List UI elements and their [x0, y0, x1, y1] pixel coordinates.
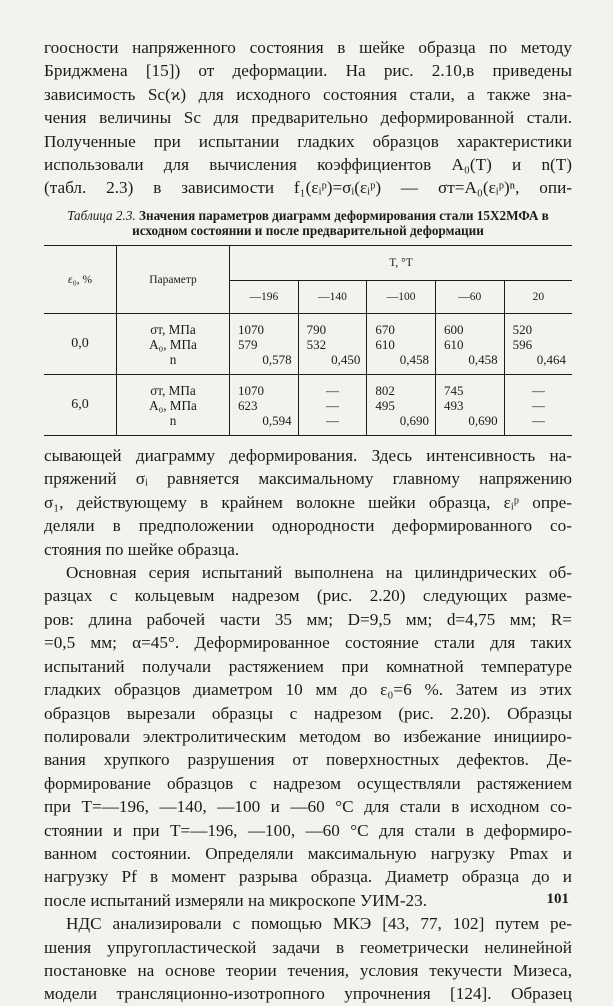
- row-params: [117, 375, 230, 436]
- cell-dash: —: [325, 382, 339, 398]
- table-caption-text: Значения параметров диаграмм деформирования стали 15Х2МФА в исходном состоянии и после предварительной деформации: [132, 207, 549, 239]
- cell-n: 0,450: [331, 351, 361, 367]
- table-cell: [298, 314, 367, 375]
- cell-a0: 623: [238, 397, 258, 413]
- cell-dash: —: [531, 412, 545, 428]
- row-e0: 0,0: [44, 314, 117, 375]
- table-cell: [230, 314, 299, 375]
- text-line: модели трансляционно-изотропного упрочнения [124]. Образец: [44, 984, 572, 1004]
- text-line: стоянии и при T=—196, —100, —60 °C для стали в деформиро-: [44, 820, 572, 840]
- text-line: гладких образцов диаметром 10 мм до ε₀=6 %. Затем из этих: [44, 680, 572, 700]
- table-caption: [44, 208, 572, 239]
- text-line: вания хрупкого разрушения от поверхностных дефектов. Де-: [44, 750, 572, 770]
- table-cell: [435, 314, 504, 375]
- text-line: формирование образцов с надрезом осуществляли растяжением: [44, 773, 572, 793]
- text-line: Основная серия испытаний выполнена на цилиндрических об-: [66, 563, 572, 583]
- text-line: зависимость Sc(ϰ) для исходного состояния стали, а также зна-: [44, 84, 572, 104]
- cell-sigma: 1070: [238, 382, 264, 398]
- paragraph-last: [44, 912, 572, 1006]
- cell-sigma: 745: [443, 382, 464, 398]
- paragraph-main: [44, 561, 572, 912]
- header-e0: ε₀, %: [44, 246, 117, 314]
- header-temp-4: —60: [435, 281, 504, 314]
- cell-sigma: 600: [443, 321, 464, 337]
- text-line: Полученные при испытании гладких образцов характеристики: [44, 131, 572, 151]
- param-sigma: σт, МПа: [150, 321, 196, 337]
- cell-a0: 493: [443, 397, 464, 413]
- cell-n: 0,458: [468, 351, 498, 367]
- text-line: постановке на основе теории течения, условия текучести Мизеса,: [44, 960, 572, 980]
- cell-sigma: 802: [375, 382, 395, 398]
- cell-a0: 495: [375, 397, 395, 413]
- text-line: сывающей диаграмму деформирования. Здесь интенсивность на-: [44, 446, 572, 466]
- cell-a0: 596: [512, 336, 533, 352]
- table-cell: [504, 314, 572, 375]
- cell-sigma: 670: [375, 321, 395, 337]
- cell-a0: 610: [443, 336, 464, 352]
- text-line: σ₁, действующему в крайнем волокне шейки образца, εᵢᵖ опре-: [44, 492, 572, 512]
- table-cell: [230, 375, 299, 436]
- text-line: Бриджмена [15]) от деформации. На рис. 2.10,в приведены: [44, 61, 572, 81]
- table-caption-label: Таблица 2.3.: [67, 207, 136, 223]
- param-n: n: [169, 412, 177, 428]
- param-a0: A₀, МПа: [149, 336, 197, 352]
- text-line: ров: длина рабочей части 35 мм; D=9,5 мм; d=4,75 мм; R=: [44, 609, 572, 629]
- cell-sigma: 790: [306, 321, 327, 337]
- cell-n: 0,594: [262, 412, 292, 428]
- table-row: [44, 375, 572, 436]
- header-parameter: Параметр: [117, 246, 230, 314]
- cell-n: 0,464: [536, 351, 566, 367]
- paragraph-top: [44, 36, 572, 200]
- cell-n: 0,690: [399, 412, 429, 428]
- cell-dash: —: [531, 397, 545, 413]
- header-temp-3: —100: [367, 281, 436, 314]
- cell-n: 0,578: [262, 351, 292, 367]
- paragraph-mid: [44, 444, 572, 561]
- cell-a0: 579: [238, 336, 258, 352]
- table-cell: [298, 375, 367, 436]
- text-line: испытаний получали растяжением при комнатной температуре: [44, 656, 572, 676]
- header-temperature: T, °T: [230, 246, 573, 281]
- cell-sigma: 1070: [238, 321, 264, 337]
- cell-dash: —: [531, 382, 545, 398]
- text-line: деляли в предположении однородности деформированного со-: [44, 516, 572, 536]
- text-line: чения величины Sc для предварительно деформированной стали.: [44, 108, 572, 128]
- header-temp-5: 20: [504, 281, 572, 314]
- text-line: пряжений σᵢ равняется максимальному главному напряжению: [44, 469, 572, 489]
- text-line: шения упругопластической задачи в геометрически нелинейной: [44, 937, 572, 957]
- cell-a0: 532: [306, 336, 327, 352]
- parameters-table: [44, 245, 572, 436]
- cell-sigma: 520: [512, 321, 533, 337]
- text-line: стояния по шейке образца.: [44, 539, 240, 559]
- text-line: нагрузку Pf в момент разрыва образца. Диаметр образца до и: [44, 867, 572, 887]
- page: [44, 36, 572, 1006]
- cell-n: 0,690: [468, 412, 498, 428]
- param-sigma: σт, МПа: [150, 382, 196, 398]
- text-line: ванном состоянии. Определяли максимальную нагрузку Pmax и: [44, 843, 572, 863]
- table-cell: [367, 375, 436, 436]
- cell-dash: —: [325, 412, 339, 428]
- table-cell: [367, 314, 436, 375]
- text-line: использовали для вычисления коэффициентов A₀(T) и n(T): [44, 155, 572, 175]
- text-line: разцах с кольцевым надрезом (рис. 2.20) следующих разме-: [44, 586, 572, 606]
- param-a0: A₀, МПа: [149, 397, 197, 413]
- row-e0: 6,0: [44, 375, 117, 436]
- text-line: (табл. 2.3) в зависимости f₁(εᵢᵖ)=σᵢ(εᵢᵖ) — σт=A₀(εᵢᵖ)ⁿ, опи-: [44, 178, 572, 198]
- text-line: после испытаний измеряли на микроскопе УИМ-23.: [44, 890, 428, 910]
- page-number: 101: [546, 891, 569, 907]
- table-row: [44, 314, 572, 375]
- row-params: [117, 314, 230, 375]
- table-cell: [504, 375, 572, 436]
- param-n: n: [169, 351, 177, 367]
- text-line: образцов вырезали образцы с надрезом (рис. 2.20). Образцы: [44, 703, 572, 723]
- text-line: при T=—196, —140, —100 и —60 °C для стали в исходном со-: [44, 797, 572, 817]
- cell-a0: 610: [375, 336, 395, 352]
- cell-dash: —: [325, 397, 339, 413]
- text-line: гоосности напряженного состояния в шейке образца по методу: [44, 38, 572, 57]
- text-line: полировали электролитическим методом во избежание иницииро-: [44, 726, 572, 746]
- cell-n: 0,458: [399, 351, 429, 367]
- header-temp-1: —196: [230, 281, 299, 314]
- text-line: НДС анализировали с помощью МКЭ [43, 77, 102] путем ре-: [66, 914, 572, 934]
- table-cell: [435, 375, 504, 436]
- text-line: =0,5 мм; α=45°. Деформированное состояние стали для таких: [44, 633, 572, 653]
- header-temp-2: —140: [298, 281, 367, 314]
